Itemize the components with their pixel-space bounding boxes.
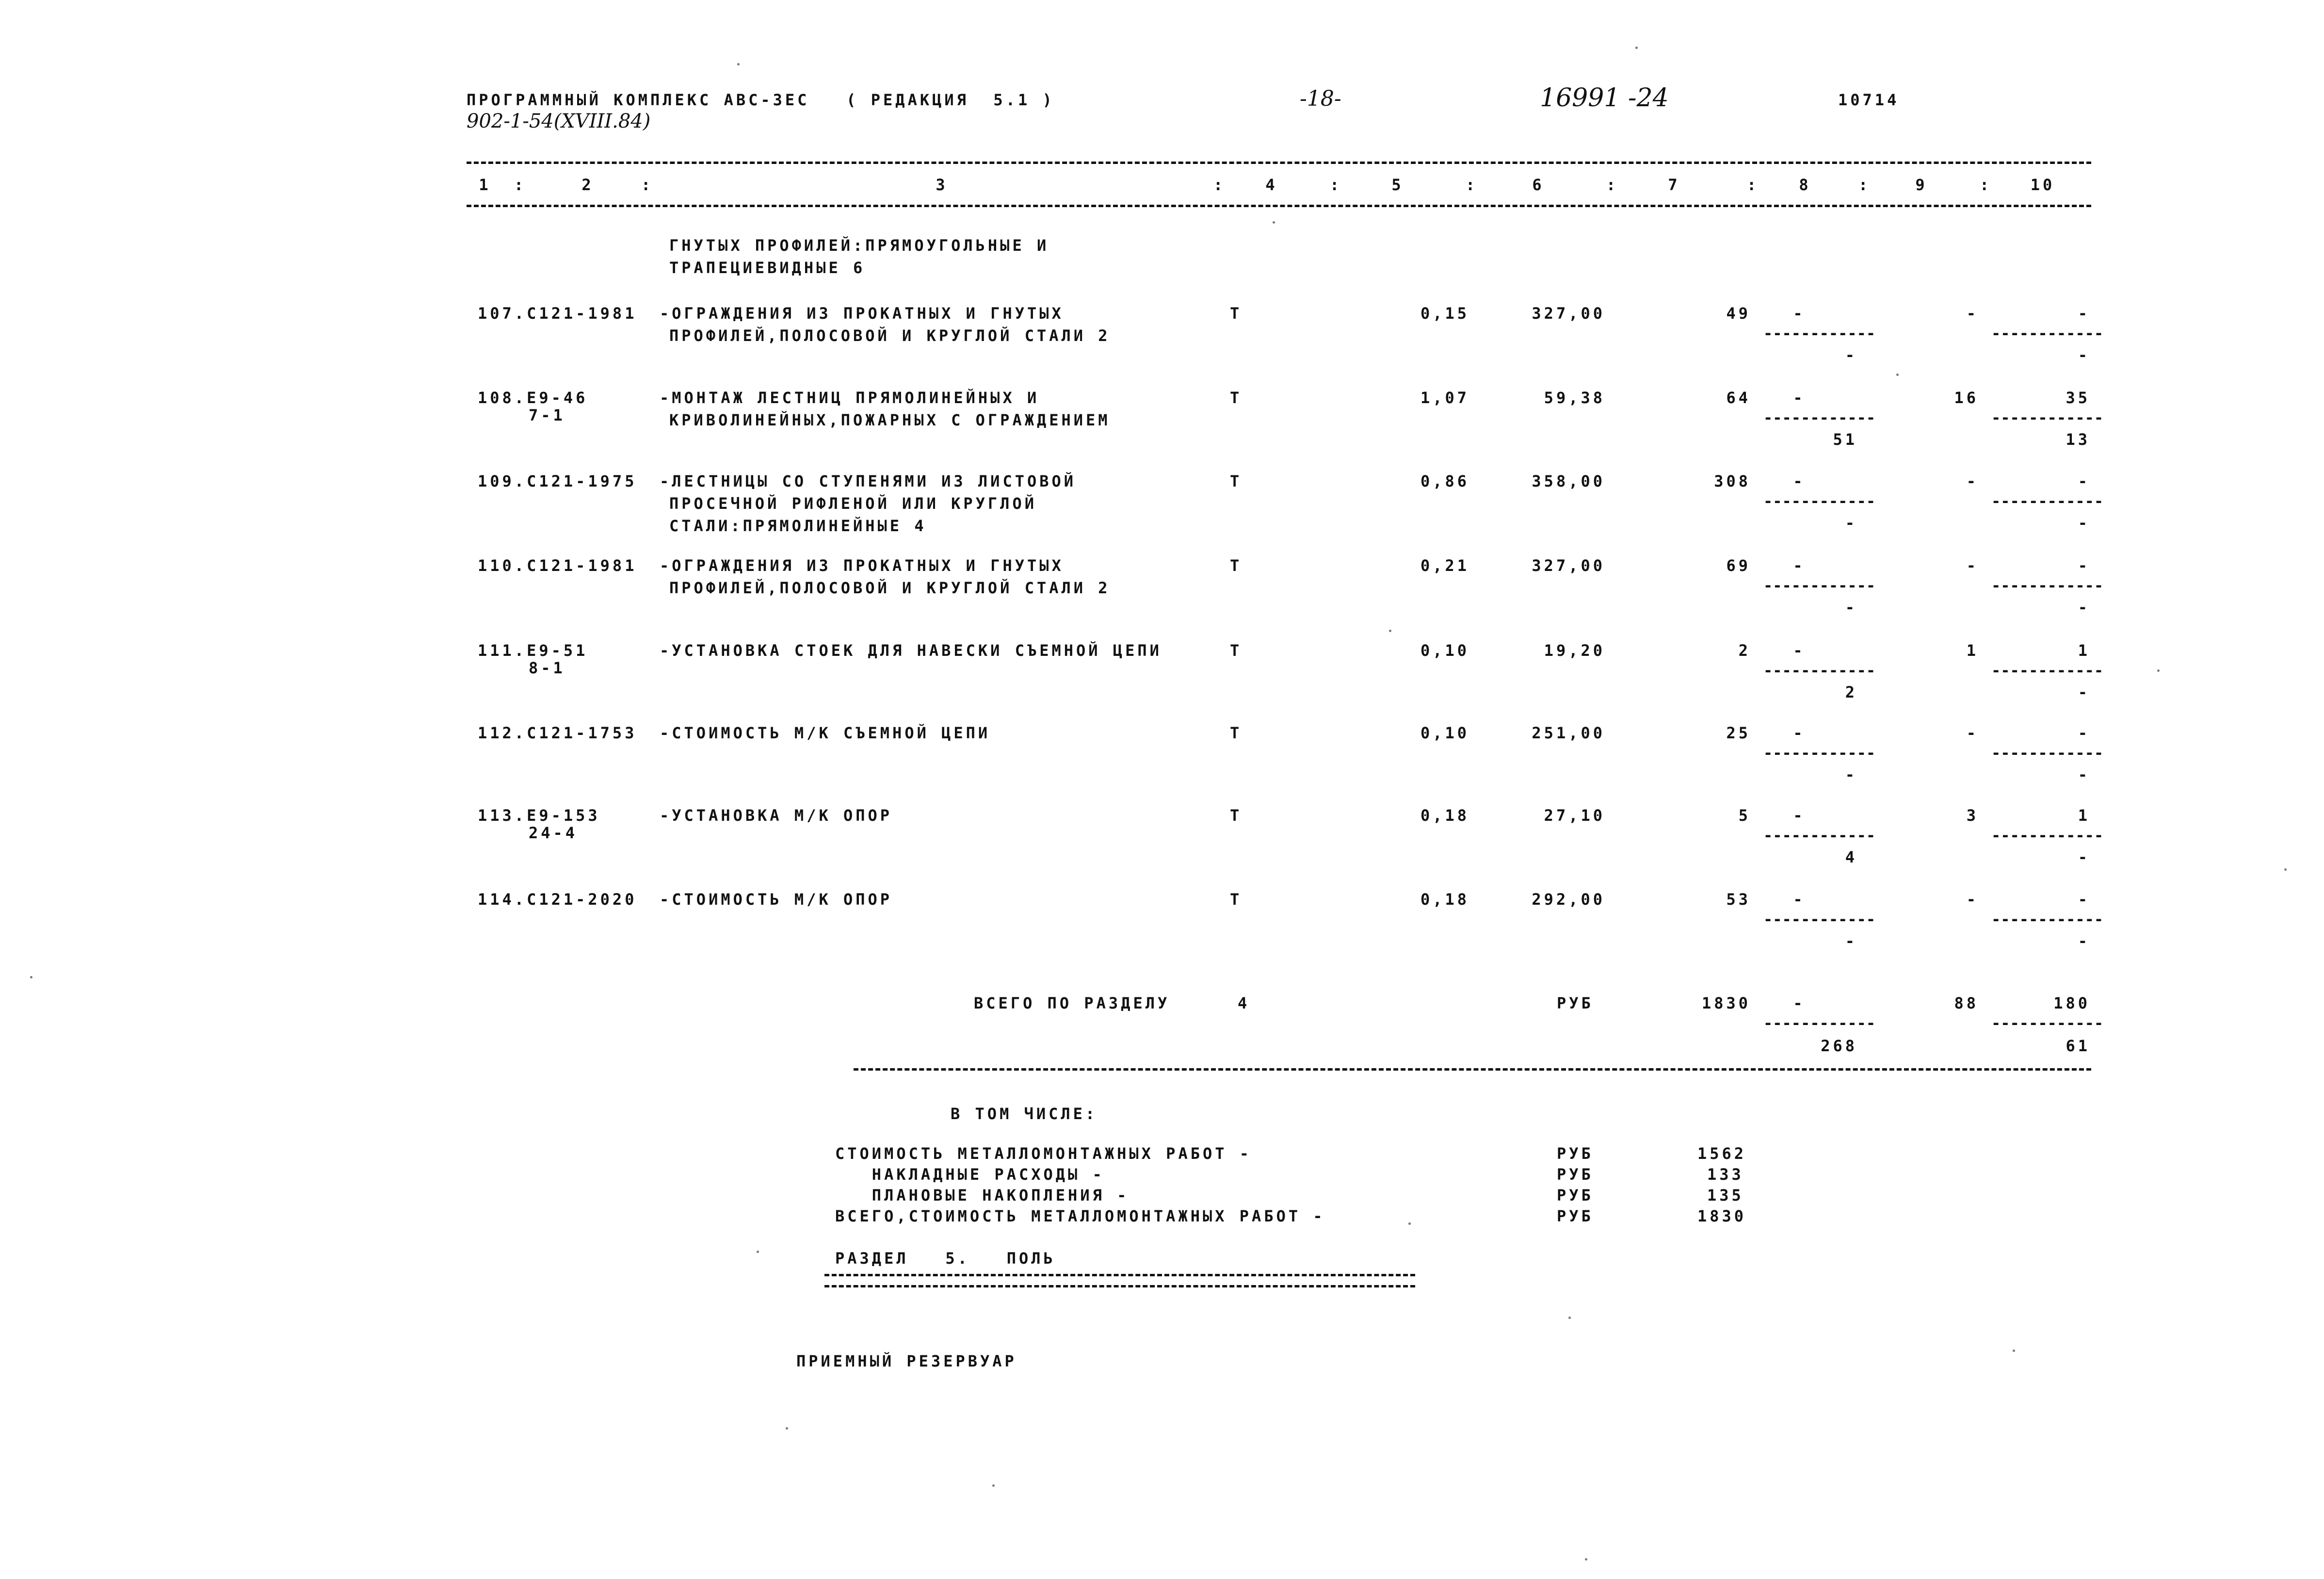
row-col8-lower: 4 [1845, 848, 1857, 866]
scan-speck [2284, 868, 2287, 871]
row-col8-divider: ------------ [1763, 408, 1876, 427]
row-number: 114.С121-2020 [478, 890, 637, 909]
header-bottom-rule [467, 205, 2091, 207]
column-separators: : [1213, 176, 1226, 194]
next-section-title: ПРИЕМНЫЙ РЕЗЕРВУАР [796, 1352, 1017, 1370]
row-col8-lower: - [1845, 346, 1857, 364]
row-quantity: 0,86 [1420, 472, 1469, 490]
row-description: -УСТАНОВКА М/К ОПОР [660, 806, 893, 825]
row-col8: - [1793, 890, 1806, 909]
row-col10-divider: ------------ [1991, 661, 2104, 680]
row-quantity: 0,10 [1420, 641, 1469, 660]
row-col8-divider: ------------ [1763, 492, 1876, 510]
row-number: 112.С121-1753 [478, 724, 637, 742]
section-total-col8-divider: ------------ [1763, 1014, 1876, 1032]
row-col10-lower: - [2078, 598, 2090, 617]
row-col10-divider: ------------ [1991, 408, 2104, 427]
row-unit: Т [1230, 890, 1243, 909]
row-total: 2 [1738, 641, 1751, 660]
row-col8-lower: - [1845, 598, 1857, 617]
row-col10-divider: ------------ [1991, 910, 2104, 928]
row-col8-lower: - [1845, 932, 1857, 950]
column-separators: : [1330, 176, 1342, 194]
row-unit-price: 59,38 [1544, 389, 1605, 407]
section-total-number: 4 [1238, 994, 1250, 1012]
row-col10: - [2078, 890, 2090, 909]
scan-speck [1273, 221, 1275, 224]
row-description: -СТОИМОСТЬ М/К СЪЕМНОЙ ЦЕПИ [660, 724, 991, 742]
row-description: -УСТАНОВКА СТОЕК ДЛЯ НАВЕСКИ СЪЕМНОЙ ЦЕПИ [660, 641, 1162, 660]
scan-speck [2157, 669, 2160, 672]
row-quantity: 0,18 [1420, 890, 1469, 909]
breakdown-value: 133 [1707, 1165, 1744, 1184]
row-number: 113.Е9-153 [478, 806, 600, 825]
row-unit-price: 27,10 [1544, 806, 1605, 825]
row-col9: - [1966, 304, 1979, 323]
breakdown-unit: РУБ [1557, 1186, 1594, 1205]
row-col9: - [1966, 724, 1979, 742]
row-total: 69 [1726, 556, 1751, 575]
section-total-label: ВСЕГО ПО РАЗДЕЛУ [974, 994, 1170, 1012]
page-number: -18- [1300, 86, 1341, 111]
row-total: 25 [1726, 724, 1751, 742]
row-col10: 35 [2066, 389, 2090, 407]
row-unit-price: 251,00 [1532, 724, 1605, 742]
program-header: ПРОГРАММНЫЙ КОМПЛЕКС АВС-ЗЕС ( РЕДАКЦИЯ 5.1 ) [467, 91, 1055, 109]
project-code: 902-1-54(XVIII.84) [467, 110, 651, 132]
row-col10-lower: 13 [2066, 430, 2090, 449]
column-header: 3 [936, 176, 948, 194]
column-header: 6 [1532, 176, 1545, 194]
column-separators: : [514, 176, 527, 194]
breakdown-label: НАКЛАДНЫЕ РАСХОДЫ - [835, 1165, 1105, 1184]
row-col8-divider: ------------ [1763, 324, 1876, 342]
row-col9: 3 [1966, 806, 1979, 825]
row-col9: - [1966, 556, 1979, 575]
row-col10-lower: - [2078, 683, 2090, 701]
column-separators: : [641, 176, 654, 194]
section-total-col8: - [1793, 994, 1806, 1012]
row-description: -ЛЕСТНИЦЫ СО СТУПЕНЯМИ ИЗ ЛИСТОВОЙ [660, 472, 1077, 490]
scan-speck [1389, 630, 1391, 632]
row-unit: Т [1230, 472, 1243, 490]
row-total: 53 [1726, 890, 1751, 909]
row-col8-divider: ------------ [1763, 910, 1876, 928]
row-number: 108.Е9-46 [478, 389, 588, 407]
row-description: -МОНТАЖ ЛЕСТНИЦ ПРЯМОЛИНЕЙНЫХ И [660, 389, 1040, 407]
row-col10-lower: - [2078, 932, 2090, 950]
section-total-col8-lower: 268 [1821, 1037, 1857, 1055]
row-col8-divider: ------------ [1763, 744, 1876, 762]
row-number: 107.С121-1981 [478, 304, 637, 323]
row-description: -ОГРАЖДЕНИЯ ИЗ ПРОКАТНЫХ И ГНУТЫХ [660, 556, 1064, 575]
row-col8: - [1793, 724, 1806, 742]
column-header: 8 [1799, 176, 1811, 194]
row-unit-price: 358,00 [1532, 472, 1605, 490]
scan-speck [992, 1484, 995, 1487]
row-col10: - [2078, 304, 2090, 323]
row-col8-divider: ------------ [1763, 661, 1876, 680]
breakdown-unit: РУБ [1557, 1144, 1594, 1163]
breakdown-unit: РУБ [1557, 1207, 1594, 1225]
row-number: 109.С121-1975 [478, 472, 637, 490]
row-unit: Т [1230, 724, 1243, 742]
row-quantity: 0,10 [1420, 724, 1469, 742]
scan-speck [30, 976, 32, 978]
row-unit-price: 327,00 [1532, 556, 1605, 575]
column-header: 2 [581, 176, 594, 194]
row-col10: 1 [2078, 641, 2090, 660]
row-unit: Т [1230, 556, 1243, 575]
row-col10-lower: - [2078, 514, 2090, 532]
row-quantity: 0,18 [1420, 806, 1469, 825]
row-col10-divider: ------------ [1991, 826, 2104, 845]
breakdown-unit: РУБ [1557, 1165, 1594, 1184]
row-description: ПРОФИЛЕЙ,ПОЛОСОВОЙ И КРУГЛОЙ СТАЛИ 2 [669, 326, 1111, 345]
row-description: КРИВОЛИНЕЙНЫХ,ПОЖАРНЫХ С ОГРАЖДЕНИЕМ [669, 411, 1111, 429]
row-col10-lower: - [2078, 765, 2090, 784]
scan-speck [786, 1427, 788, 1430]
scan-speck [1408, 1222, 1411, 1225]
section-total-rule [854, 1068, 2091, 1071]
row-number: 111.Е9-51 [478, 641, 588, 660]
section-total-col10-lower: 61 [2066, 1037, 2090, 1055]
row-unit: Т [1230, 641, 1243, 660]
row-unit: Т [1230, 806, 1243, 825]
row-col8-lower: - [1845, 765, 1857, 784]
row-unit-price: 327,00 [1532, 304, 1605, 323]
column-separators: : [1747, 176, 1759, 194]
row-col8-lower: 51 [1833, 430, 1857, 449]
intro-line: ГНУТЫХ ПРОФИЛЕЙ:ПРЯМОУГОЛЬНЫЕ И [669, 236, 1049, 255]
row-unit: Т [1230, 389, 1243, 407]
row-col8: - [1793, 806, 1806, 825]
column-separators: : [1858, 176, 1871, 194]
row-description: ПРОСЕЧНОЙ РИФЛЕНОЙ ИЛИ КРУГЛОЙ [669, 494, 1037, 513]
column-separators: : [1980, 176, 1992, 194]
column-header: 7 [1668, 176, 1680, 194]
scan-speck [2013, 1350, 2015, 1352]
row-number-continuation: 7-1 [529, 406, 565, 424]
row-quantity: 0,15 [1420, 304, 1469, 323]
row-col8-lower: 2 [1845, 683, 1857, 701]
column-header: 4 [1265, 176, 1278, 194]
scan-speck [1635, 47, 1638, 49]
row-description: ПРОФИЛЕЙ,ПОЛОСОВОЙ И КРУГЛОЙ СТАЛИ 2 [669, 579, 1111, 597]
row-quantity: 1,07 [1420, 389, 1469, 407]
row-col10-divider: ------------ [1991, 324, 2104, 342]
breakdown-heading: В ТОМ ЧИСЛЕ: [951, 1105, 1098, 1123]
row-col10-lower: - [2078, 848, 2090, 866]
breakdown-label: СТОИМОСТЬ МЕТАЛЛОМОНТАЖНЫХ РАБОТ - [835, 1144, 1252, 1163]
row-number-continuation: 8-1 [529, 659, 565, 677]
row-description: -ОГРАЖДЕНИЯ ИЗ ПРОКАТНЫХ И ГНУТЫХ [660, 304, 1064, 323]
row-col9: - [1966, 890, 1979, 909]
row-number: 110.С121-1981 [478, 556, 637, 575]
column-header: 9 [1915, 176, 1928, 194]
row-description: СТАЛИ:ПРЯМОЛИНЕЙНЫЕ 4 [669, 517, 927, 535]
scan-speck [1568, 1317, 1571, 1319]
row-total: 64 [1726, 389, 1751, 407]
section-total-col9: 88 [1954, 994, 1979, 1012]
breakdown-value: 135 [1707, 1186, 1744, 1205]
column-header: 10 [2030, 176, 2055, 194]
scan-speck [1896, 374, 1899, 376]
row-total: 5 [1738, 806, 1751, 825]
breakdown-label: ПЛАНОВЫЕ НАКОПЛЕНИЯ - [835, 1186, 1130, 1205]
row-unit-price: 292,00 [1532, 890, 1605, 909]
header-top-rule [467, 162, 2091, 164]
scan-speck [757, 1251, 759, 1253]
row-unit: Т [1230, 304, 1243, 323]
breakdown-label: ВСЕГО,СТОИМОСТЬ МЕТАЛЛОМОНТАЖНЫХ РАБОТ - [835, 1207, 1325, 1225]
document-number: 16991 -24 [1540, 83, 1669, 113]
row-total: 308 [1714, 472, 1751, 490]
next-section-heading: РАЗДЕЛ 5. ПОЛЬ [835, 1249, 1056, 1268]
row-col10: - [2078, 556, 2090, 575]
row-col9: 16 [1954, 389, 1979, 407]
row-col10: 1 [2078, 806, 2090, 825]
section-total-col10-divider: ------------ [1991, 1014, 2104, 1032]
document-code: 10714 [1838, 91, 1900, 109]
row-col8: - [1793, 556, 1806, 575]
section-total-unit: РУБ [1557, 994, 1594, 1012]
row-unit-price: 19,20 [1544, 641, 1605, 660]
row-number-continuation: 24-4 [529, 824, 578, 842]
scan-speck [1585, 1558, 1587, 1561]
row-col9: - [1966, 472, 1979, 490]
row-col9: 1 [1966, 641, 1979, 660]
row-col8-divider: ------------ [1763, 576, 1876, 595]
row-description: -СТОИМОСТЬ М/К ОПОР [660, 890, 893, 909]
column-header: 5 [1391, 176, 1404, 194]
row-col10-divider: ------------ [1991, 492, 2104, 510]
column-header: 1 [479, 176, 491, 194]
row-col10-lower: - [2078, 346, 2090, 364]
row-col8: - [1793, 389, 1806, 407]
row-col8: - [1793, 472, 1806, 490]
row-total: 49 [1726, 304, 1751, 323]
row-col8: - [1793, 641, 1806, 660]
breakdown-value: 1830 [1697, 1207, 1747, 1225]
row-col10-divider: ------------ [1991, 744, 2104, 762]
intro-line: ТРАПЕЦИЕВИДНЫЕ 6 [669, 259, 866, 277]
row-col8: - [1793, 304, 1806, 323]
row-col10: - [2078, 472, 2090, 490]
column-separators: : [1466, 176, 1478, 194]
section-total-col10: 180 [2053, 994, 2090, 1012]
row-col10: - [2078, 724, 2090, 742]
section-total-amount: 1830 [1701, 994, 1751, 1012]
column-separators: : [1606, 176, 1619, 194]
section-double-rule [824, 1274, 1415, 1287]
row-col8-divider: ------------ [1763, 826, 1876, 845]
breakdown-value: 1562 [1697, 1144, 1747, 1163]
row-col10-divider: ------------ [1991, 576, 2104, 595]
row-col8-lower: - [1845, 514, 1857, 532]
scan-speck [737, 63, 740, 65]
row-quantity: 0,21 [1420, 556, 1469, 575]
